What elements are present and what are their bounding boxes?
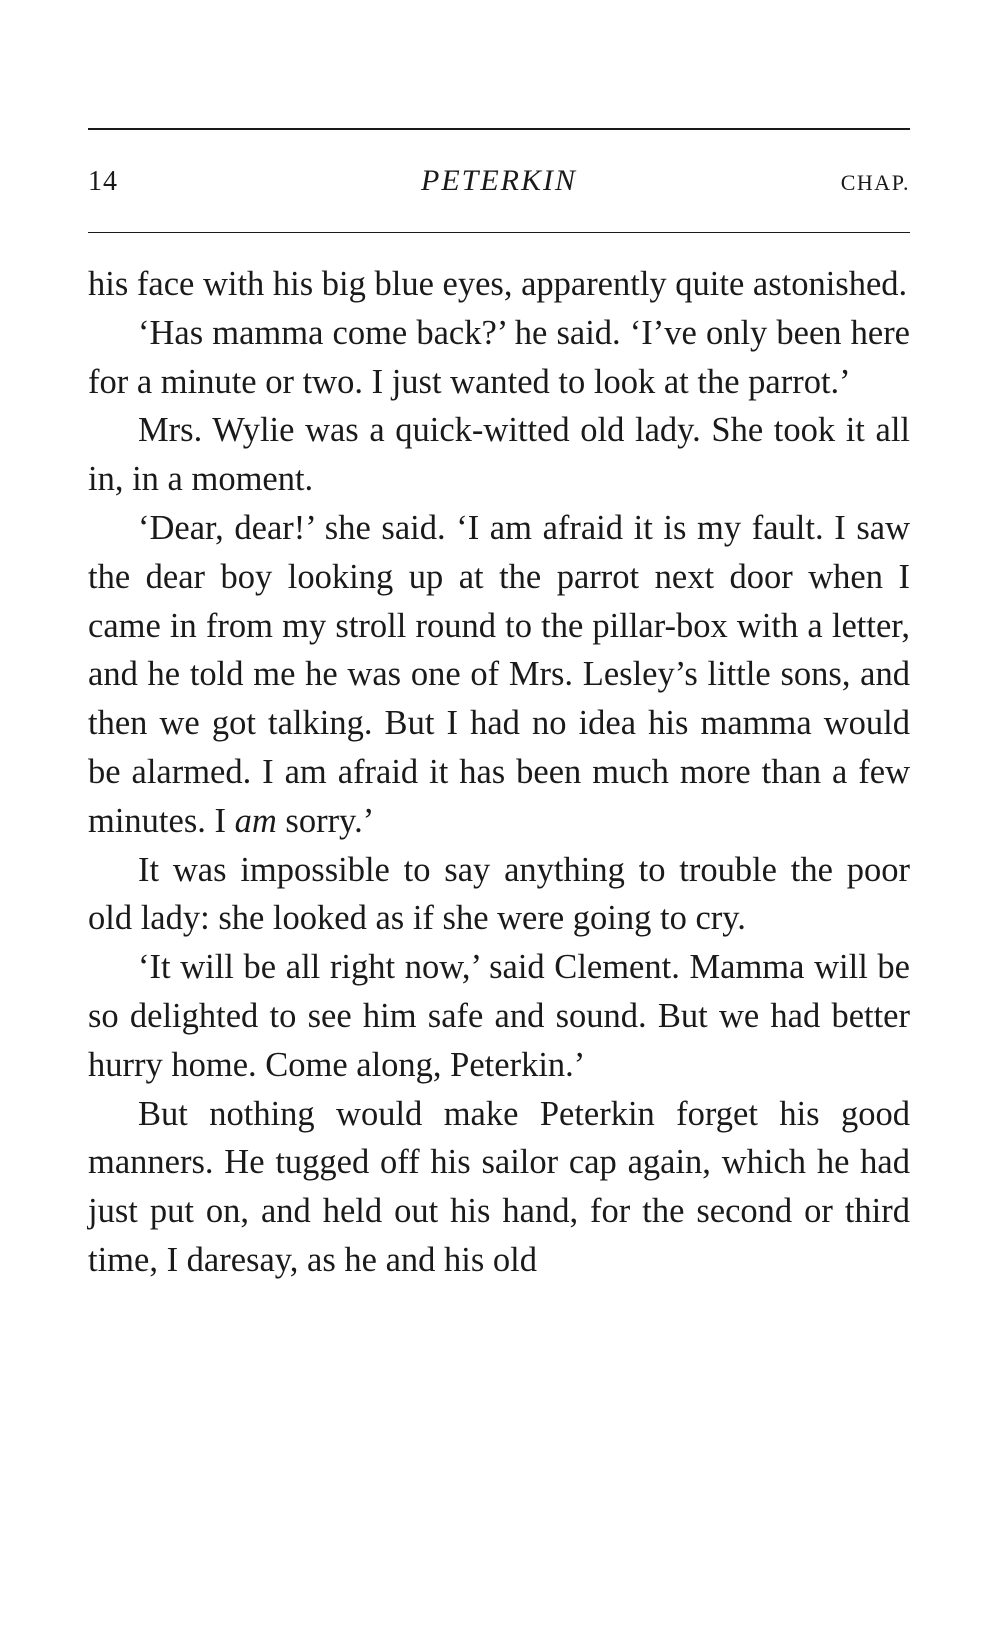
paragraph-dear-dear-text: ‘Dear, dear!’ she said. ‘I am afraid it is my fault. I saw the dear boy looking up at the parrot next door when I came in from my stroll round to the pillar-box with a letter, and he told me he was one of Mrs. Lesley’s little sons, and then we got talking. But I had no idea his mamma would be alarmed. I am afraid it has been much more than a few minutes. I [88, 508, 910, 840]
header-bottom-rule [88, 232, 910, 233]
paragraph-good-manners: But nothing would make Peterkin forget his good manners. He tugged off his sailor cap again, which he had just put on, and held out his hand, for the second or third time, I daresay, as he and his old [88, 1094, 910, 1279]
paragraph-mrs-wylie: Mrs. Wylie was a quick-witted old lady. She took it all in, in a moment. [88, 411, 910, 499]
running-title: PETERKIN [421, 164, 577, 197]
paragraph-clement: ‘It will be all right now,’ said Clement. Mamma will be so delighted to see him safe and sound. But we had better hurry home. Come along, Peterkin.’ [88, 948, 910, 1084]
emphasized-word: am [234, 801, 277, 840]
paragraph-dear-dear-end: sorry.’ [276, 801, 375, 840]
paragraph-continued: his face with his big blue eyes, apparently quite astonished. [88, 265, 908, 303]
page-number: 14 [88, 166, 118, 197]
running-head [88, 162, 910, 202]
chapter-label: CHAP. [840, 170, 910, 195]
paragraph-has-mamma-come-back: ‘Has mamma come back?’ he said. ‘I’ve only been here for a minute or two. I just wanted to look at the parrot.’ [88, 313, 910, 401]
paragraph-impossible: It was impossible to say anything to trouble the poor old lady: she looked as if she were going to cry. [88, 850, 910, 938]
header-top-rule [88, 128, 910, 130]
body-text [88, 260, 910, 1285]
paragraph-dear-dear [88, 504, 910, 846]
